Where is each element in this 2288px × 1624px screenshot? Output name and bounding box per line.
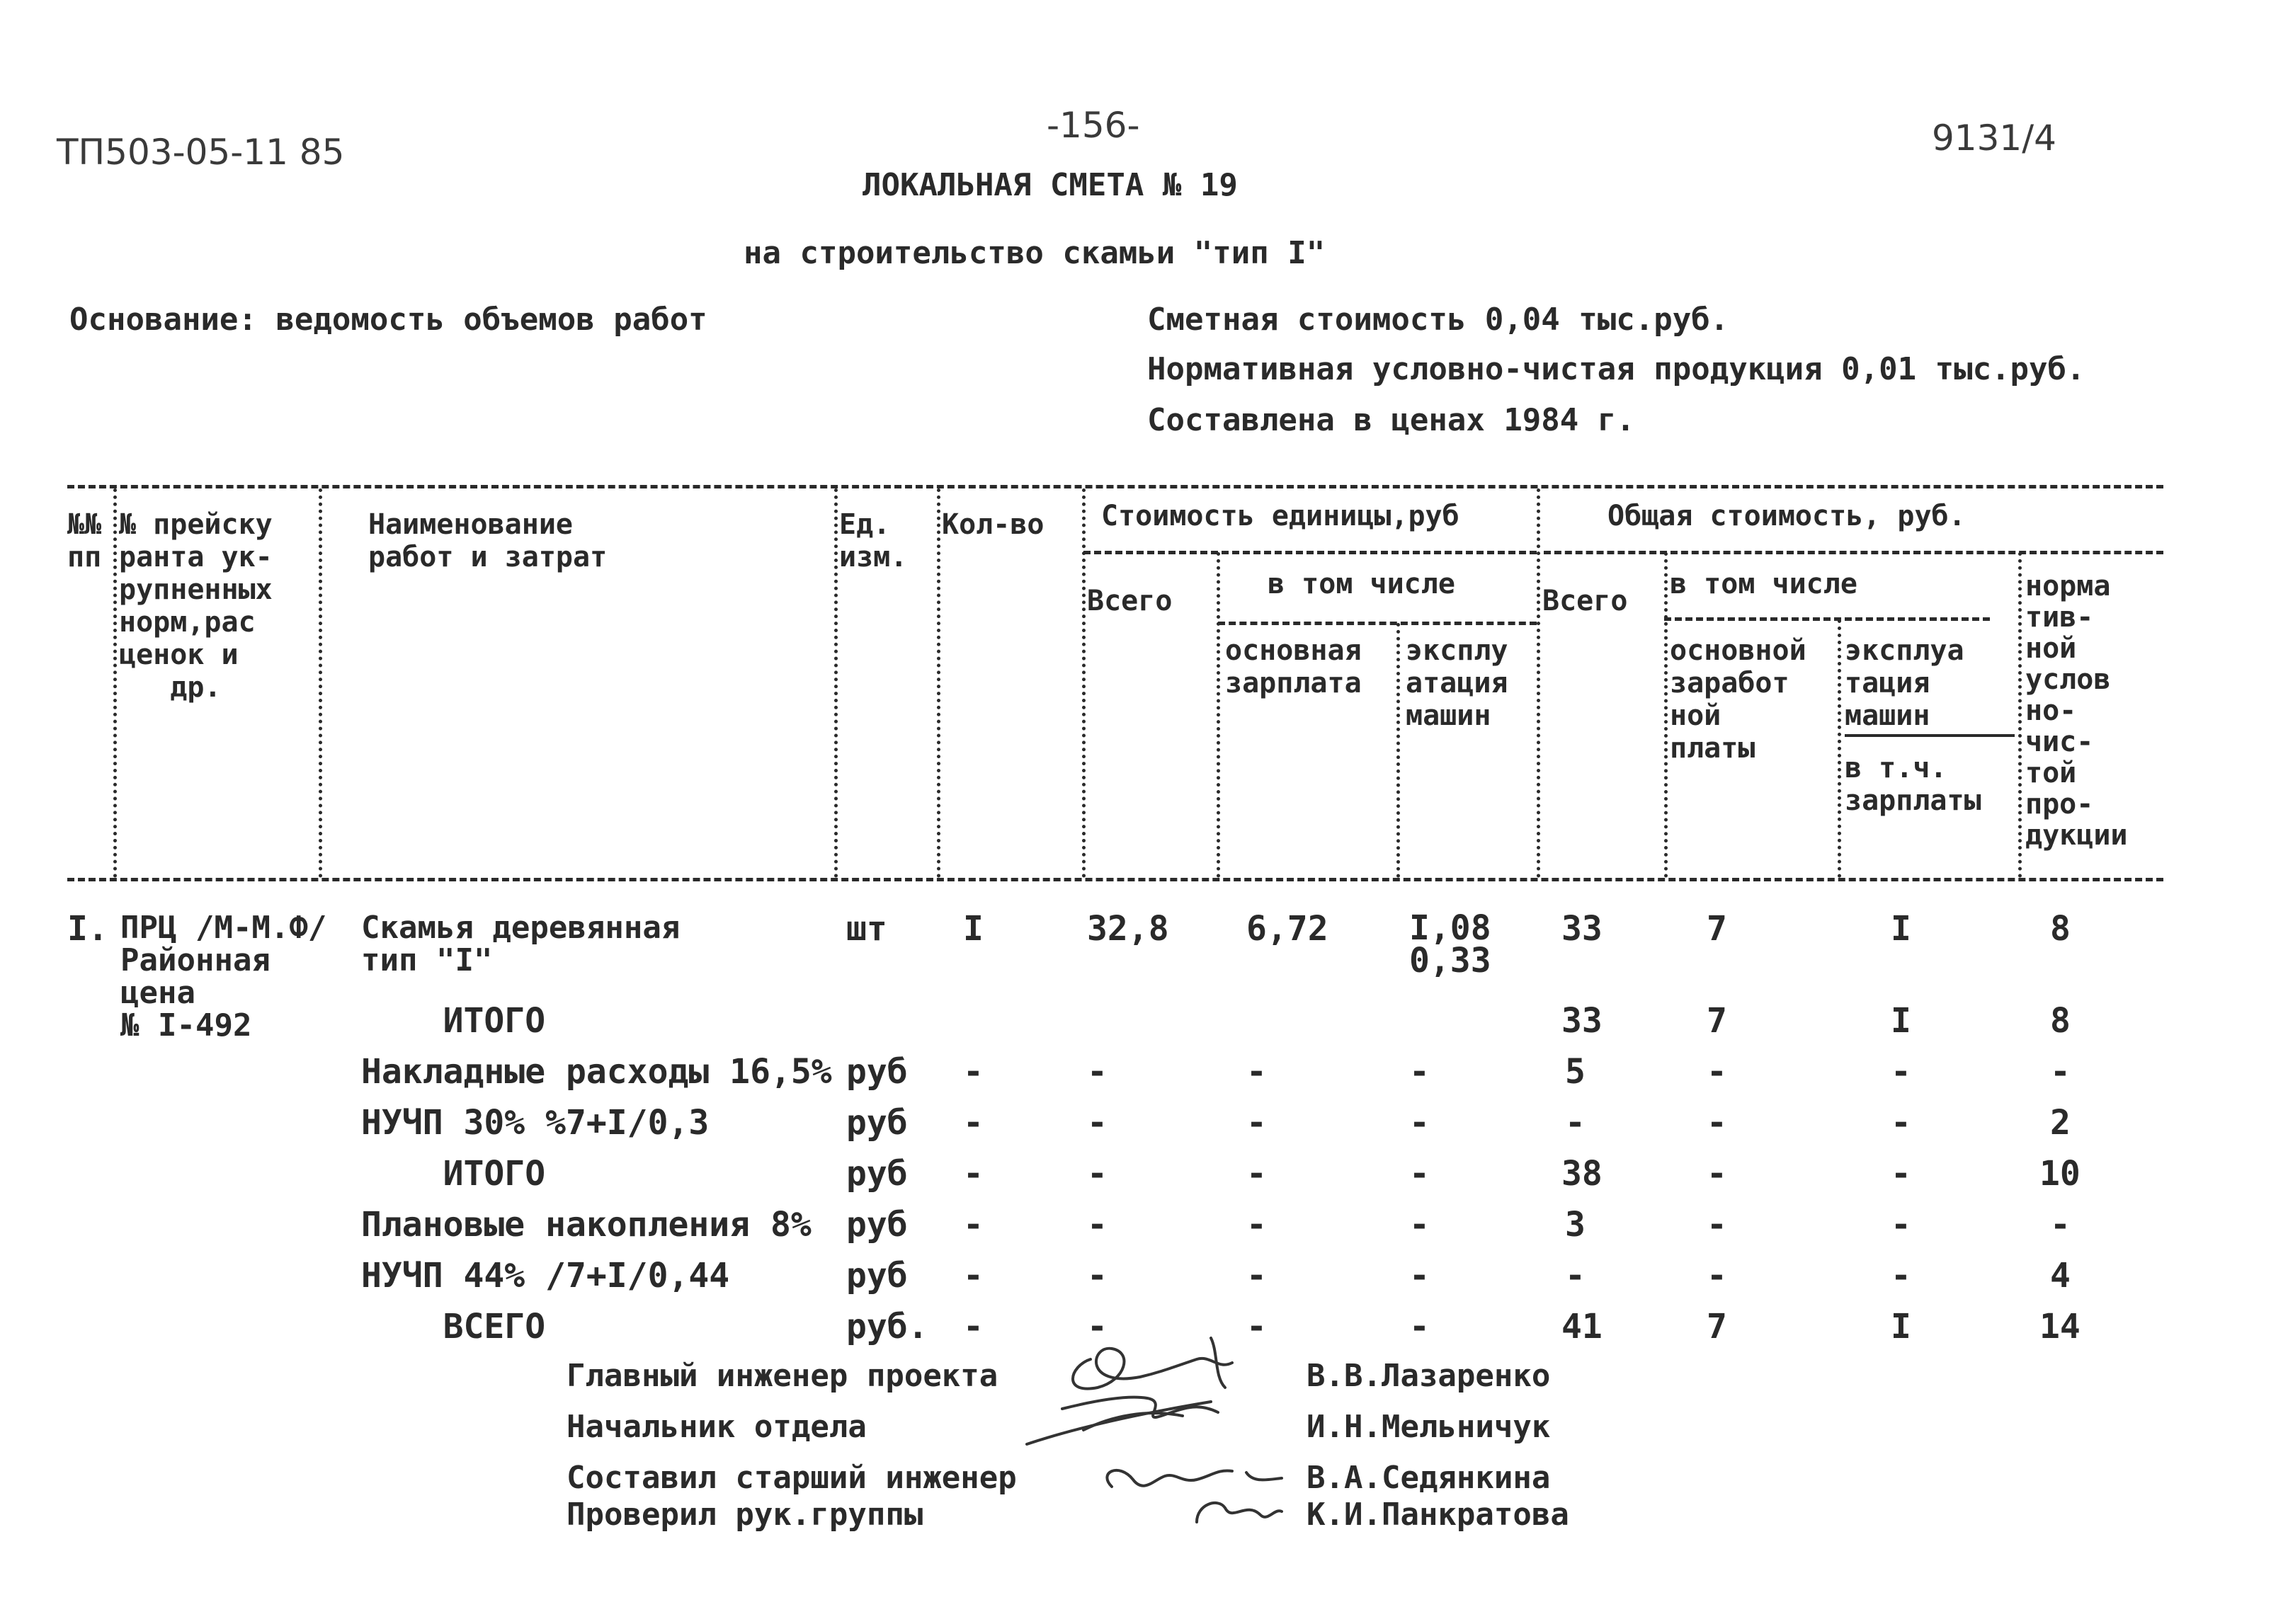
row-total-wage: -	[1707, 1154, 1727, 1194]
header-total-cost: Общая стоимость, руб.	[1607, 500, 1966, 532]
row-total-machines: I	[1891, 1307, 1911, 1346]
row-unit-wage: -	[1246, 1103, 1267, 1143]
row-unit-total: -	[1087, 1307, 1108, 1346]
header-total-machines: эксплуа тация машин	[1845, 634, 1964, 732]
row-unit-wage: -	[1246, 1205, 1267, 1245]
row-unit-machines: -	[1409, 1307, 1430, 1346]
row-unit: руб	[846, 1205, 908, 1245]
row-name: ИТОГО	[361, 1154, 546, 1194]
row-name: НУЧП 44% /7+I/0,44	[361, 1256, 730, 1296]
row-total-wage: -	[1707, 1256, 1727, 1296]
signature-role: Главный инженер проекта	[567, 1358, 998, 1394]
header-total-all: Всего	[1542, 585, 1628, 617]
row-total: -	[1565, 1103, 1586, 1143]
signature-name: К.И.Панкратова	[1307, 1497, 1569, 1533]
row-total: 38	[1561, 1154, 1603, 1194]
row-total-machines: I	[1891, 909, 1911, 949]
document-title: ЛОКАЛЬНАЯ СМЕТА № 19	[863, 167, 1238, 203]
header-base-wage: основная зарплата	[1225, 634, 1362, 699]
row-total-wage: -	[1707, 1205, 1727, 1245]
row-total: 3	[1565, 1205, 1586, 1245]
row-name: НУЧП 30% %7+I/0,3	[361, 1103, 710, 1143]
row-unit-machines: -	[1409, 1103, 1430, 1143]
row-unit-total: -	[1087, 1256, 1108, 1296]
basis-line: Основание: ведомость объемов работ	[69, 302, 707, 338]
signature-name: И.Н.Мельничук	[1307, 1409, 1551, 1445]
header-unit-all: Всего	[1087, 585, 1173, 617]
signature-name: В.А.Седянкина	[1307, 1460, 1551, 1496]
row-unit-machines: -	[1409, 1256, 1430, 1296]
row-total: 33	[1561, 909, 1603, 949]
row-nucp: 10	[2039, 1154, 2081, 1194]
row-total-wage: -	[1707, 1103, 1727, 1143]
row-quantity: -	[963, 1205, 984, 1245]
row-total-machines: -	[1891, 1154, 1911, 1194]
row-nucp: -	[2050, 1205, 2071, 1245]
row-unit-wage: 6,72	[1246, 909, 1328, 949]
row-unit-total: -	[1087, 1205, 1108, 1245]
row-total-wage: 7	[1707, 909, 1727, 949]
header-unit-including: в том числе	[1268, 568, 1455, 600]
row-unit-machines: -	[1409, 1205, 1430, 1245]
header-nucp: норма тив- ной услов но- чис- той про- дукции	[2025, 570, 2128, 852]
row-quantity: -	[963, 1256, 984, 1296]
row-total-machines: -	[1891, 1052, 1911, 1092]
row-quantity: -	[963, 1103, 984, 1143]
row-total-machines: -	[1891, 1256, 1911, 1296]
row-nucp: 2	[2050, 1103, 2071, 1143]
row-unit: руб	[846, 1052, 908, 1092]
prices-year-line: Составлена в ценах 1984 г.	[1147, 402, 1635, 438]
row-number: I.	[67, 909, 108, 949]
row-nucp: 14	[2039, 1307, 2081, 1346]
header-row-number: №№ пп	[67, 508, 102, 573]
row-nucp: 4	[2050, 1256, 2071, 1296]
row-name: Плановые накопления 8%	[361, 1205, 812, 1245]
header-unit: Ед. изм.	[839, 508, 908, 573]
row-name: ВСЕГО	[361, 1307, 546, 1346]
row-unit-wage: -	[1246, 1256, 1267, 1296]
header-total-including: в том числе	[1670, 568, 1857, 600]
signature-name: В.В.Лазаренко	[1307, 1358, 1551, 1394]
row-total-wage: 7	[1707, 1307, 1727, 1346]
sheet-number: 9131/4	[1932, 118, 2056, 159]
nucp-line: Нормативная условно-чистая продукция 0,01 тыс.руб.	[1147, 351, 2085, 387]
signature-role: Проверил рук.группы	[567, 1497, 923, 1533]
row-total-machines: -	[1891, 1103, 1911, 1143]
row-name: Скамья деревянная тип "I"	[361, 910, 681, 978]
header-price-list-code: № прейску ранта ук- рупненных норм,рас ценок и др.	[119, 508, 273, 704]
row-unit-wage: -	[1246, 1052, 1267, 1092]
row-unit: руб	[846, 1103, 908, 1143]
estimated-cost-line: Сметная стоимость 0,04 тыс.руб.	[1147, 302, 1729, 338]
row-nucp: 8	[2050, 1001, 2071, 1041]
page-number: -156-	[1047, 105, 1140, 146]
row-unit-total: 32,8	[1087, 909, 1169, 949]
row-quantity: -	[963, 1154, 984, 1194]
row-unit-wage: -	[1246, 1307, 1267, 1346]
header-total-machines-wage: в т.ч. зарплаты	[1845, 752, 1981, 817]
header-unit-cost: Стоимость единицы,руб	[1101, 500, 1459, 532]
row-unit: шт	[846, 909, 887, 949]
row-total: 33	[1561, 1001, 1603, 1041]
header-quantity: Кол-во	[942, 508, 1045, 541]
row-unit-machines: -	[1409, 1154, 1430, 1194]
row-total-wage: 7	[1707, 1001, 1727, 1041]
row-name: ИТОГО	[361, 1001, 546, 1041]
row-name: Накладные расходы 16,5%	[361, 1052, 832, 1092]
document-code: ТП503-05-11 85	[57, 132, 345, 173]
header-work-name: Наименование работ и затрат	[368, 508, 608, 573]
header-machines: эксплу атация машин	[1406, 634, 1508, 732]
row-quantity: -	[963, 1307, 984, 1346]
handwritten-signature	[984, 1307, 1310, 1543]
row-unit-total: -	[1087, 1052, 1108, 1092]
row-code: ПРЦ /М-М.Ф/ Районная цена № I-492	[120, 910, 327, 1043]
row-nucp: -	[2050, 1052, 2071, 1092]
row-unit-wage: -	[1246, 1154, 1267, 1194]
row-unit: руб	[846, 1256, 908, 1296]
row-unit: руб	[846, 1154, 908, 1194]
row-total-machines: I	[1891, 1001, 1911, 1041]
header-total-wage: основной заработ ной платы	[1670, 634, 1806, 765]
row-total: 5	[1565, 1052, 1586, 1092]
row-quantity: I	[963, 909, 984, 949]
row-total: -	[1565, 1256, 1586, 1296]
row-unit-total: -	[1087, 1154, 1108, 1194]
signature-role: Начальник отдела	[567, 1409, 867, 1445]
document-subtitle: на строительство скамьи "тип I"	[744, 235, 1326, 271]
row-total: 41	[1561, 1307, 1603, 1346]
row-unit-machines: I,08 0,33	[1409, 908, 1491, 980]
row-unit-machines: -	[1409, 1052, 1430, 1092]
signature-role: Составил старший инженер	[567, 1460, 1017, 1496]
row-nucp: 8	[2050, 909, 2071, 949]
row-unit-total: -	[1087, 1103, 1108, 1143]
row-total-wage: -	[1707, 1052, 1727, 1092]
row-unit: руб.	[846, 1307, 928, 1346]
row-quantity: -	[963, 1052, 984, 1092]
row-total-machines: -	[1891, 1205, 1911, 1245]
